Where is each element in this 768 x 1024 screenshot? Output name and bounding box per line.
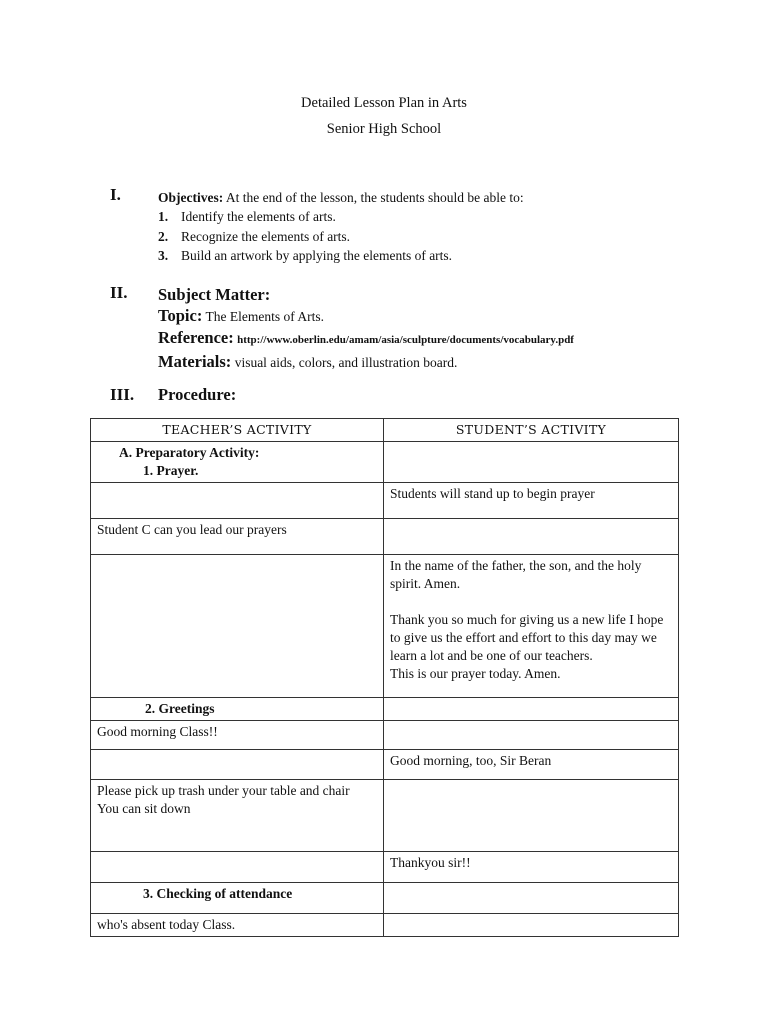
attendance-label: 3. Checking of attendance xyxy=(143,886,293,901)
student-cell: Thankyou sir!! xyxy=(384,852,679,883)
procedure-numeral: III. xyxy=(110,385,135,404)
document-title: Detailed Lesson Plan in Arts xyxy=(301,95,467,111)
table-row xyxy=(91,852,679,883)
prayer-label: 1. Prayer. xyxy=(143,463,199,478)
table-row xyxy=(91,750,679,780)
student-cell xyxy=(384,442,679,483)
table-row xyxy=(91,883,679,914)
topic-value: The Elements of Arts. xyxy=(205,309,324,324)
student-cell xyxy=(384,780,679,852)
topic-row xyxy=(158,305,718,327)
table-row xyxy=(91,519,679,555)
student-cell xyxy=(384,519,679,555)
student-cell xyxy=(384,914,679,937)
subject-matter-numeral: II. xyxy=(110,283,128,302)
objectives-numeral: I. xyxy=(110,185,121,204)
preparatory-activity-label: A. Preparatory Activity: xyxy=(119,445,260,460)
procedure-table xyxy=(90,418,679,937)
trash-instruction: Please pick up trash under your table and chair xyxy=(97,783,350,798)
sit-down-instruction: You can sit down xyxy=(97,801,191,816)
objectives-label: Objectives: xyxy=(158,190,224,205)
teacher-cell xyxy=(91,780,384,852)
table-header-row xyxy=(91,419,679,442)
objectives-intro: At the end of the lesson, the students should be able to: xyxy=(225,190,524,205)
teacher-cell xyxy=(91,442,384,483)
subject-matter-heading: Subject Matter: xyxy=(158,285,271,304)
teacher-activity-header: TEACHER’S ACTIVITY xyxy=(91,419,384,442)
student-cell xyxy=(384,698,679,721)
teacher-cell: Good morning Class!! xyxy=(91,721,384,750)
prayer-closing: This is our prayer today. Amen. xyxy=(390,666,561,681)
teacher-cell xyxy=(91,852,384,883)
teacher-cell: Student C can you lead our prayers xyxy=(91,519,384,555)
objective-item: 2. Recognize the elements of arts. xyxy=(158,228,351,244)
procedure-heading: Procedure: xyxy=(158,385,237,404)
greetings-label: 2. Greetings xyxy=(145,701,215,716)
student-cell: Good morning, too, Sir Beran xyxy=(384,750,679,780)
teacher-cell xyxy=(91,750,384,780)
prayer-text: In the name of the father, the son, and the holy spirit. Amen. xyxy=(390,558,642,591)
objective-item: 1. Identify the elements of arts. xyxy=(158,209,336,224)
teacher-cell: who's absent today Class. xyxy=(91,914,384,937)
objectives-intro-line xyxy=(158,189,718,207)
objectives-body xyxy=(158,189,718,266)
subject-matter-body xyxy=(158,284,718,373)
objective-item: 3. Build an artwork by applying the elements of arts. xyxy=(158,248,453,263)
student-cell xyxy=(384,721,679,750)
reference-label: Reference: xyxy=(158,328,234,347)
table-row xyxy=(91,483,679,519)
table-row xyxy=(91,555,679,698)
student-cell xyxy=(384,883,679,914)
materials-label: Materials: xyxy=(158,352,232,371)
reference-link[interactable]: http://www.oberlin.edu/amam/asia/sculpture/documents/vocabulary.pdf xyxy=(237,334,574,346)
topic-label: Topic: xyxy=(158,306,203,325)
table-row xyxy=(91,442,679,483)
student-activity-header: STUDENT’S ACTIVITY xyxy=(384,419,679,442)
objectives-list xyxy=(158,207,718,266)
table-row xyxy=(91,780,679,852)
teacher-cell xyxy=(91,883,384,914)
table-row xyxy=(91,914,679,937)
table-row xyxy=(91,721,679,750)
prayer-text: Thank you so much for giving us a new life I hope to give us the effort and effort to this day may we learn a lot and be one of our teachers. xyxy=(390,612,664,663)
materials-row xyxy=(158,351,718,373)
teacher-cell xyxy=(91,555,384,698)
student-cell: Students will stand up to begin prayer xyxy=(384,483,679,519)
reference-row xyxy=(158,327,718,351)
student-cell xyxy=(384,555,679,698)
table-row xyxy=(91,698,679,721)
document-subtitle: Senior High School xyxy=(326,121,442,137)
teacher-cell xyxy=(91,483,384,519)
materials-value: visual aids, colors, and illustration board. xyxy=(234,355,458,370)
teacher-cell xyxy=(91,698,384,721)
